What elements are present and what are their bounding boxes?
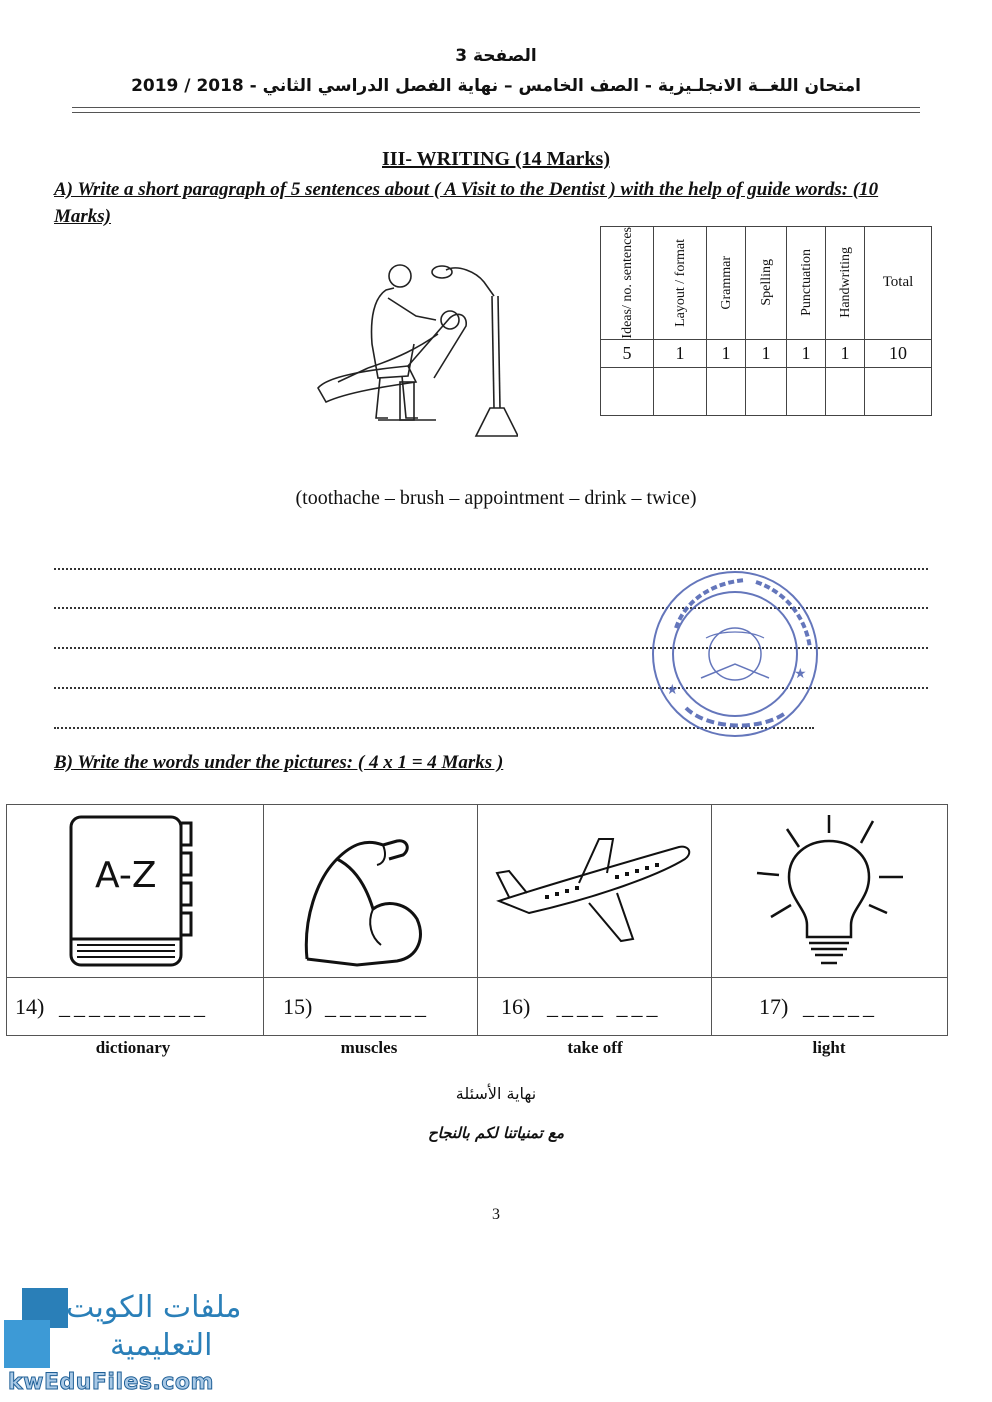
question-number: 15) — [283, 994, 313, 1019]
good-luck-message: مع تمنياتنا لكم بالنجاح — [427, 1124, 565, 1142]
official-stamp — [646, 568, 824, 740]
picture-cell-16 — [477, 805, 712, 1035]
book-label: A-Z — [95, 855, 157, 896]
score-cell[interactable] — [654, 367, 707, 415]
question-number: 14) — [15, 994, 45, 1019]
max-mark-cell: 5 — [601, 339, 654, 367]
score-cell[interactable] — [707, 367, 746, 415]
max-mark-cell: 1 — [787, 339, 826, 367]
logo-url[interactable]: kwEduFiles.com — [8, 1370, 214, 1395]
max-mark-cell: 1 — [707, 339, 746, 367]
end-of-questions: نهاية الأسئلة — [455, 1084, 537, 1103]
answer-blanks[interactable]: ____ ___ — [547, 994, 662, 1019]
exam-header: امتحان اللغــة الانجلـيزية - الصف الخامس – نهاية الفصل الدراسي الثاني - 2018 / 2019 — [131, 76, 861, 96]
picture-grid — [6, 804, 948, 1036]
airplane-icon — [489, 831, 695, 951]
dentist-illustration — [308, 258, 518, 440]
answer-blanks[interactable]: _____ — [803, 994, 878, 1019]
rubric-header-cell: Layout / format — [654, 227, 707, 340]
rubric-max-row — [601, 339, 932, 367]
score-cell[interactable] — [746, 367, 787, 415]
rubric-header-cell: Total — [865, 227, 932, 340]
answer-word: dictionary — [95, 1038, 171, 1057]
page-number: 3 — [492, 1206, 500, 1223]
part-b-instruction: B) Write the words under the pictures: ( 4 x 1 = 4 Marks ) — [54, 752, 504, 773]
header-divider — [72, 107, 920, 108]
picture-cell-15 — [263, 805, 478, 1035]
header-divider-2 — [72, 112, 920, 113]
score-cell[interactable] — [787, 367, 826, 415]
flexed-arm-icon — [297, 819, 437, 969]
max-mark-cell: 10 — [865, 339, 932, 367]
svg-text:★: ★ — [794, 667, 807, 682]
rubric-header-row — [601, 227, 932, 340]
rubric-score-row — [601, 367, 932, 415]
max-mark-cell: 1 — [654, 339, 707, 367]
rubric-header-cell: Grammar — [707, 227, 746, 340]
question-number: 16) — [501, 994, 531, 1019]
logo-puzzle-icon — [2, 1280, 72, 1376]
dictionary-book-icon — [63, 813, 213, 973]
max-mark-cell: 1 — [746, 339, 787, 367]
picture-cell-17 — [711, 805, 947, 1035]
logo-subtitle: التعليمية — [110, 1328, 213, 1363]
question-number: 17) — [759, 994, 789, 1019]
answer-word: light — [812, 1038, 846, 1057]
score-cell[interactable] — [865, 367, 932, 415]
answer-area-16[interactable] — [477, 977, 711, 1036]
rubric-header-cell: Punctuation — [787, 227, 826, 340]
score-cell[interactable] — [601, 367, 654, 415]
answer-area-17[interactable] — [711, 977, 947, 1036]
page-label: الصفحة 3 — [455, 46, 537, 66]
answer-word: muscles — [340, 1038, 398, 1057]
answer-word: take off — [567, 1038, 623, 1057]
max-mark-cell: 1 — [826, 339, 865, 367]
marks-rubric-table — [600, 226, 932, 416]
rubric-header-cell: Spelling — [746, 227, 787, 340]
part-a-instruction: A) Write a short paragraph of 5 sentences about ( A Visit to the Dentist ) with the help of guide words: (10 Marks) — [54, 179, 879, 227]
guide-words: (toothache – brush – appointment – drink – twice) — [295, 487, 697, 509]
score-cell[interactable] — [826, 367, 865, 415]
light-bulb-icon — [749, 813, 909, 973]
rubric-header-cell: Ideas/ no. sentences — [601, 227, 654, 340]
rubric-header-cell: Handwriting — [826, 227, 865, 340]
answer-area-14[interactable] — [7, 977, 263, 1036]
section-title: III- WRITING (14 Marks) — [382, 148, 610, 170]
svg-text:★: ★ — [666, 683, 679, 698]
answer-blanks[interactable]: __________ — [59, 994, 209, 1019]
answer-blanks[interactable]: _______ — [325, 994, 430, 1019]
logo-title: ملفات الكويت — [66, 1290, 242, 1325]
answer-area-15[interactable] — [263, 977, 477, 1036]
picture-cell-14 — [7, 805, 264, 1035]
